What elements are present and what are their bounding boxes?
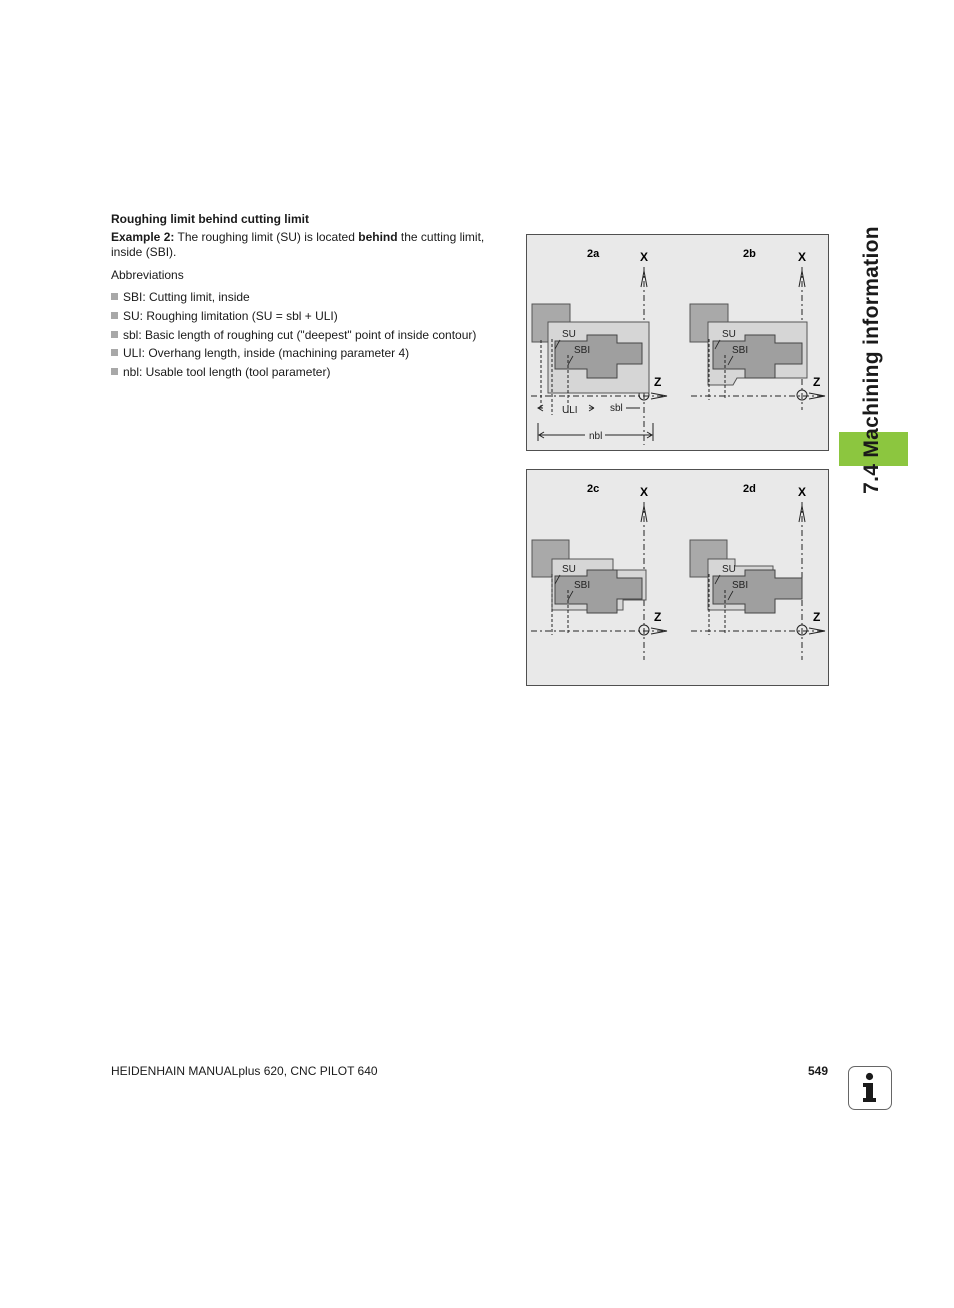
panel-label-2b: 2b: [743, 248, 756, 260]
example-text-2: the cutting limit, inside (SBI).: [111, 230, 485, 259]
chapter-title: 7.4 Machining information: [860, 226, 883, 494]
panel-2c: [531, 483, 667, 660]
list-item: sbl: Basic length of roughing cut ("deepest" point of inside contour): [111, 328, 476, 347]
list-item: SBI: Cutting limit, inside: [111, 290, 476, 309]
bullet-square-icon: [111, 349, 118, 356]
section-heading: Roughing limit behind cutting limit: [111, 212, 309, 226]
panel-2d: [690, 483, 825, 660]
label-sbi: SBI: [732, 345, 749, 356]
page-number: 549: [808, 1064, 829, 1078]
panel-2b: [690, 248, 825, 410]
axis-x-label: X: [798, 250, 807, 264]
axis-z-label: Z: [654, 610, 662, 624]
label-su: SU: [562, 564, 576, 575]
dim-sbl: sbl: [610, 403, 623, 414]
panel-label-2a: 2a: [587, 248, 600, 260]
bullet-square-icon: [111, 331, 118, 338]
panel-label-2d: 2d: [743, 483, 756, 495]
axis-x-label: X: [640, 485, 649, 499]
bullet-square-icon: [111, 312, 118, 319]
figure-2a-2b: [526, 234, 829, 451]
label-su: SU: [722, 564, 736, 575]
example-label: Example 2:: [111, 230, 175, 244]
bullet-square-icon: [111, 293, 118, 300]
list-item: ULI: Overhang length, inside (machining parameter 4): [111, 346, 476, 365]
bullet-square-icon: [111, 368, 118, 375]
label-su: SU: [562, 329, 576, 340]
info-icon: [848, 1066, 892, 1110]
list-item: SU: Roughing limitation (SU = sbl + ULI): [111, 309, 476, 328]
example-text-1: The roughing limit (SU) is located: [174, 230, 359, 244]
example-bold: behind: [358, 230, 398, 244]
dim-nbl: nbl: [589, 431, 603, 442]
dim-uli: ULI: [562, 405, 578, 416]
axis-x-label: X: [640, 250, 649, 264]
label-su: SU: [722, 329, 736, 340]
label-sbi: SBI: [574, 345, 591, 356]
axis-x-label: X: [798, 485, 807, 499]
label-sbi: SBI: [574, 580, 591, 591]
footer-manual-title: HEIDENHAIN MANUALplus 620, CNC PILOT 640: [111, 1064, 378, 1078]
abbreviation-list: [111, 290, 476, 384]
example-paragraph: [111, 230, 511, 260]
panel-2a: [531, 248, 667, 445]
figure-2c-2d: [526, 469, 829, 686]
axis-z-label: Z: [813, 610, 821, 624]
list-item: nbl: Usable tool length (tool parameter): [111, 365, 476, 384]
axis-z-label: Z: [654, 375, 662, 389]
abbreviations-title: Abbreviations: [111, 268, 184, 282]
label-sbi: SBI: [732, 580, 749, 591]
panel-label-2c: 2c: [587, 483, 600, 495]
sbl-arrow-left: [589, 405, 594, 411]
axis-z-label: Z: [813, 375, 821, 389]
